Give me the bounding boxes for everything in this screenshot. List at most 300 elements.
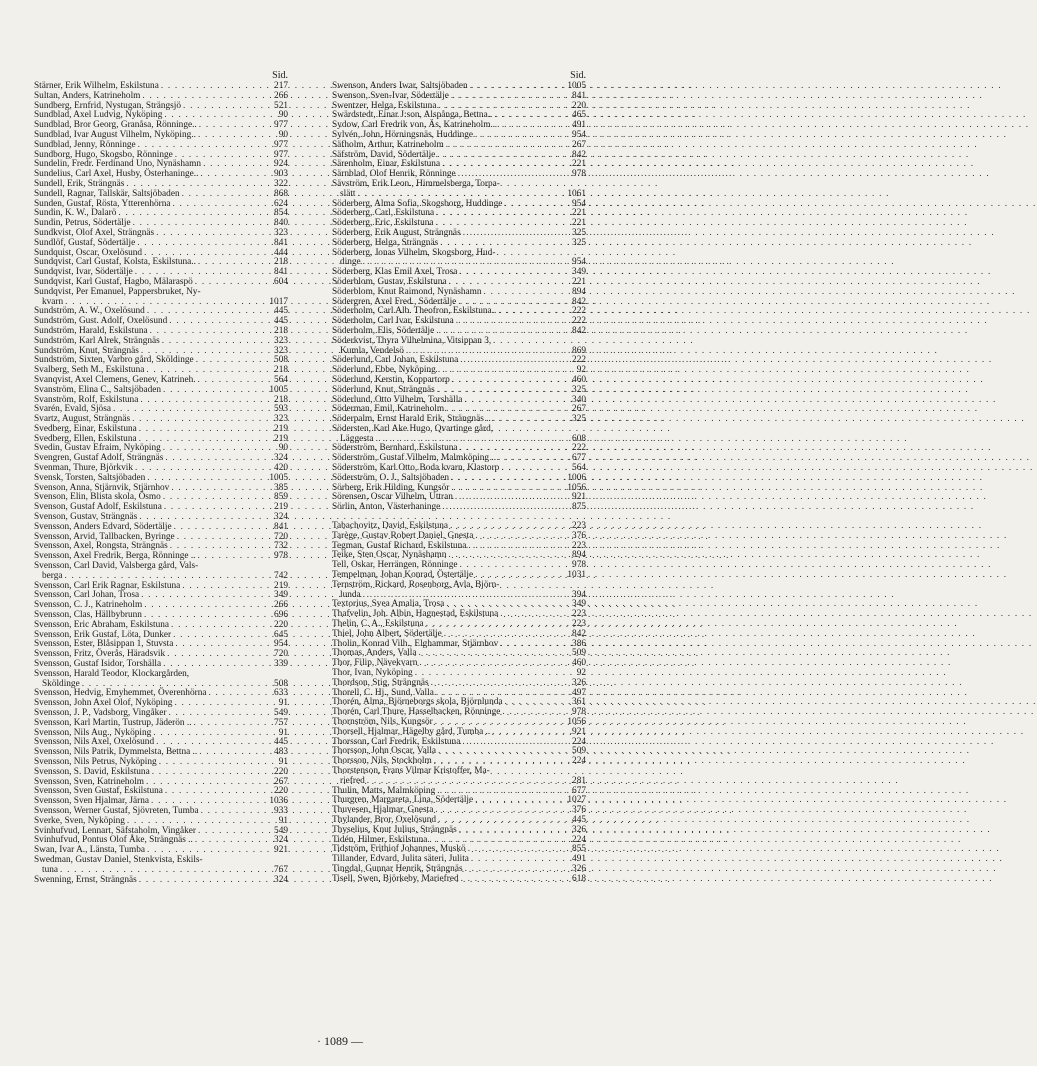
entry-name: Sylvén, John, Hörningsnäs, Huddinge [332, 129, 473, 140]
entry-page: 854 [274, 208, 288, 219]
index-entry [34, 670, 288, 690]
entry-name: Sunden, Gustaf, Rösta, Ytterenhörna [34, 198, 171, 209]
entry-name: Sundblad, Axel Ludvig, Nyköping [34, 110, 163, 121]
entry-name: Sörberg, Erik Hilding, Kungsör [332, 482, 450, 493]
right-column [332, 70, 586, 885]
entry-page: 323 [274, 414, 288, 425]
entry-page: 978 [572, 707, 586, 718]
entry-name: Söderström, Karl Otto, Boda kvarn, Klastorp [332, 463, 500, 474]
entry-name: Svensson, Carl David, Valsberga gård, Vals- [34, 561, 199, 572]
index-entry [34, 562, 288, 582]
entry-page: 324 [274, 835, 288, 846]
entry-page: 223 [572, 619, 586, 630]
entry-page: 324 [274, 512, 288, 523]
entry-page: 483 [274, 747, 288, 758]
entry-name: Sundqvist, Ivar, Södertälje [34, 267, 133, 278]
entry-page: 720 [274, 531, 288, 542]
entry-name: Tillander, Edvard, Julita säteri, Julita [332, 854, 469, 865]
entry-name: Swenson, Sven-Ivar, Södertälje [332, 90, 449, 101]
entry-page: 841 [274, 267, 288, 278]
entry-page: 325 [572, 414, 586, 425]
entry-page: 767 [274, 864, 288, 875]
entry-name: Svensson, Nils Axel, Oxelösund [34, 737, 155, 748]
entry-page: 604 [274, 276, 288, 287]
entry-page: 219 [274, 502, 288, 513]
entry-page: 91 [278, 815, 288, 826]
entry-name: Thor, Filip, Nävekvarn [332, 658, 418, 669]
entry-name: Sundkvist, Olof Axel, Strängnäs [34, 227, 155, 238]
entry-name: Sundin, Petrus, Södertälje [34, 218, 131, 229]
entry-page: 855 [572, 844, 586, 855]
entry-name: Svedberg, Ellen, Eskilstuna [34, 433, 137, 444]
entry-name: Söderblom, Knut Raimond, Nynäshamn [332, 286, 482, 297]
entry-name: Svensson, Clas, Hällbybrunn [34, 610, 142, 621]
entry-page: 394 [572, 589, 586, 600]
entry-name: Thorsson, John Oscar, Valla [332, 746, 437, 757]
entry-name: Sundström, Knut, Strängnäs [34, 345, 139, 356]
entry-page: 977 [274, 139, 288, 150]
entry-name: Söderberg, Eric, Eskilstuna [332, 218, 434, 229]
entry-name: Svenson, Gustav, Strängnäs [34, 512, 138, 523]
entry-page: 954 [572, 198, 586, 209]
entry-name: Söderlund, Ebbe, Nyköping [332, 365, 436, 376]
entry-name: Thulin, Matts, Malmköping [332, 785, 436, 796]
entry-page: 497 [572, 687, 586, 698]
entry-name: Söderholm, Elis, Södertälje [332, 325, 435, 336]
entry-page: 323 [274, 335, 288, 346]
entry-page: 1036 [269, 796, 288, 807]
entry-page: 1006 [567, 472, 586, 483]
entry-page: 978 [572, 560, 586, 571]
entry-page: 954 [572, 129, 586, 140]
entry-page: 221 [572, 276, 586, 287]
entry-name: Stärner, Erik Wilhelm, Eskilstuna [34, 81, 159, 91]
entry-name: Thomas, Anders, Valla [332, 648, 417, 659]
entry-page: 875 [572, 502, 586, 513]
entry-page: 954 [572, 257, 586, 268]
index-list-left [34, 82, 288, 885]
entry-page: 549 [274, 825, 288, 836]
entry-page: 696 [274, 610, 288, 621]
entry-name: Svensson, Sven Gustaf, Eskilstuna [34, 786, 163, 797]
entry-name: Thorsell, Hjalmar, Hägelby gård, Tumba .. [332, 726, 491, 737]
entry-name: Sundblad, Ivar August Vilhelm, Nyköping.. [34, 129, 196, 140]
entry-name: Söderlund, Kerstin, Koppartorp [332, 374, 450, 385]
entry-name: Thorsson, Nils, Stockholm [332, 756, 432, 767]
entry-name-continued: lunda [340, 589, 361, 600]
entry-page: 385 [274, 482, 288, 493]
entry-page: 91 [278, 698, 288, 709]
entry-name: Sundqvist, Per Emanuel, Pappersbruket, Ny- [34, 286, 201, 297]
entry-name: Sundström, Harald, Eskilstuna [34, 325, 148, 336]
entry-name: Swärdstedt, Einar J:son, Alspånga, Bettna.. [332, 110, 493, 121]
entry-page: 220 [274, 786, 288, 797]
entry-page: 720 [274, 649, 288, 660]
entry-name: Sävström, Erik Leon., Himmelsberga, Torpa- [332, 178, 500, 189]
entry-page: 841 [274, 521, 288, 532]
index-entry [332, 503, 586, 513]
leader-dots [139, 876, 262, 886]
entry-name: Thordson, Stig, Strängnäs [332, 677, 429, 688]
entry-page: 491 [572, 854, 586, 865]
entry-page: 223 [572, 609, 586, 620]
entry-page: 859 [274, 492, 288, 503]
entry-page: 220 [274, 619, 288, 630]
entry-name: Söderlund, Carl Johan, Eskilstuna [332, 355, 459, 366]
entry-page: 224 [572, 736, 586, 747]
entry-name: Tholin, Konrad Vilh., Elghammar, Stjärnhov [332, 638, 499, 649]
entry-page: 444 [274, 247, 288, 258]
entry-name: Thurgren, Margareta, Lina, Södertälje [332, 795, 474, 806]
entry-page: 349 [274, 590, 288, 601]
entry-page: 757 [274, 717, 288, 728]
entry-page: 445 [274, 306, 288, 317]
entry-page: 732 [274, 541, 288, 552]
entry-name: Svensson, J. P., Vadsborg, Vingåker [34, 708, 167, 718]
entry-name: Tidström, Frithiof Johannes, Muskö [332, 844, 466, 855]
entry-page: 921 [274, 845, 288, 856]
entry-name: Svenson, Elin, Blista skola, Ösmo [34, 492, 161, 503]
index-entry [332, 337, 586, 357]
entry-name: Svensson, Gustaf Isidor, Torshälla [34, 659, 162, 670]
entry-page: 1027 [567, 795, 586, 806]
entry-name: Svensson, Hedvig, Emyhemmet, Överenhörna [34, 688, 207, 699]
entry-name: Svensson, Erik Gustaf, Löta, Dunker [34, 629, 172, 640]
entry-name: Thorén, Carl Thure, Hasselbacken, Rönninge [332, 707, 501, 718]
page-ref-header: Sid. [570, 70, 586, 81]
entry-page: 445 [274, 316, 288, 327]
entry-name: Svedin, Gustav Efraim, Nyköping [34, 443, 161, 454]
entry-name: Svensson, John Axel Olof, Nyköping [34, 698, 173, 709]
entry-name: Tingdal, Gunnar Henrik, Strängnäs [332, 863, 463, 874]
entry-page: 92 [576, 668, 586, 679]
entry-page: 894 [572, 550, 586, 561]
entry-name: Svensson, Nils Petrus, Nyköping [34, 756, 157, 767]
entry-name: Swan, Ivar A., Länsta, Tumba [34, 845, 146, 856]
entry-name: Söderström, O. J., Saltsjöbaden [332, 472, 449, 483]
entry-name: Tabachovitz, David, Eskilstuna [332, 521, 449, 532]
page-ref-header: Sid. [272, 70, 288, 81]
entry-name: Södergren, Axel Fred., Södertälje [332, 296, 457, 307]
entry-page: 220 [274, 766, 288, 777]
entry-name: Svenman, Thure, Björkvik [34, 463, 133, 474]
entry-name-continued: tuna [42, 864, 59, 875]
entry-name: Ternström, Rickard, Rosenborg, Avla, Björn- [332, 579, 500, 590]
entry-page: 460 [572, 658, 586, 669]
entry-page: 219 [274, 423, 288, 434]
entry-page: 1005 [269, 384, 288, 395]
entry-name-continued: kvarn [42, 296, 64, 307]
entry-page: 894 [572, 286, 586, 297]
entry-page: 92 [576, 365, 586, 376]
entry-page: 921 [572, 492, 586, 503]
entry-name: Söderberg, Klas Emil Axel, Trosa [332, 267, 458, 278]
entry-page: 841 [572, 90, 586, 101]
entry-name: Svensson, Harald Teodor, Klockargården, [34, 668, 190, 679]
entry-page: 90 [278, 110, 288, 121]
entry-name: Sundelin, Fredr. Ferdinand Uno, Nynäshamn [34, 159, 202, 170]
entry-page: 339 [274, 659, 288, 670]
entry-name: Svensson, Fritz, Överås, Häradsvik [34, 649, 166, 660]
entry-name: Thorén, Alma, Björneborgs skola, Björnlunda [332, 697, 503, 708]
entry-name: Svensson, Ester, Blåsippan 1, Stuvsta [34, 639, 174, 650]
entry-name: Söderberg, Alma Sofia, Skogsborg, Huddinge [332, 198, 503, 209]
index-entry [332, 581, 586, 601]
entry-page: 445 [274, 737, 288, 748]
entry-name: Tell, Oskar, Herrängen, Rönninge [332, 560, 458, 571]
entry-name: Söderström, Gustaf Vilhelm, Malmköping .. [332, 453, 497, 464]
index-entry [332, 425, 586, 445]
entry-name: Thornström, Nils, Kungsör [332, 717, 433, 727]
entry-name: Särenholm, Einar, Eskilstuna [332, 159, 441, 170]
entry-page: 376 [572, 805, 586, 816]
entry-page: 509 [572, 746, 586, 757]
entry-page: 645 [274, 629, 288, 640]
entry-name: Söderlund, Knut, Strängnäs [332, 384, 435, 395]
entry-name: Tarège, Gustav Robert Daniel, Gnesta [332, 530, 474, 541]
entry-page: 349 [572, 267, 586, 278]
entry-page: 324 [274, 874, 288, 885]
entry-page: 842 [572, 296, 586, 307]
entry-page: 977 [274, 120, 288, 131]
entry-page: 376 [572, 530, 586, 541]
index-entry [34, 856, 288, 876]
entry-page: 325 [572, 384, 586, 395]
entry-name: Thylander, Bror, Oxelösund [332, 814, 437, 825]
entry-page: 326 [572, 677, 586, 688]
entry-page: 340 [572, 394, 586, 405]
entry-page: 677 [572, 785, 586, 796]
entry-name: Svengren, Gustaf Adolf, Strängnäs [34, 453, 164, 464]
entry-page: 1005 [269, 472, 288, 483]
entry-name: Thyselius, Knut Julius, Strängnäs [332, 824, 457, 835]
index-entry [34, 288, 288, 308]
entry-page: 933 [274, 805, 288, 816]
entry-page: 841 [274, 237, 288, 248]
entry-page: 219 [274, 580, 288, 591]
entry-name-continued: slätt [340, 188, 356, 199]
entry-name: Sundberg, Ernfrid, Nystugan, Strängsjö [34, 100, 182, 111]
entry-page: 842 [572, 325, 586, 336]
entry-name-continued: berga [42, 570, 63, 581]
entry-page: 608 [572, 433, 586, 444]
entry-page: 90 [278, 443, 288, 454]
entry-name: Söderpalm, Ernst Harald Erik, Strängnäs .. [332, 414, 491, 425]
entry-page: 324 [274, 453, 288, 464]
entry-page: 978 [274, 551, 288, 562]
entry-name: Thorell, C. Hj., Sund, Valla [332, 687, 434, 698]
entry-page: 323 [274, 345, 288, 356]
index-entry [332, 875, 586, 885]
entry-name: Swedman, Gustav Daniel, Stenkvista, Eskils- [34, 854, 203, 865]
entry-page: 266 [274, 600, 288, 611]
entry-page: 218 [274, 257, 288, 268]
entry-page: 1031 [567, 570, 586, 581]
entry-name: Sundqvist, Karl Gustaf, Hagbo, Mälaraspö [34, 276, 193, 287]
entry-page: 386 [572, 638, 586, 649]
entry-page: 222 [572, 355, 586, 366]
entry-name: Söderlund, Otto Vilhelm, Torshälla [332, 394, 463, 405]
entry-name: Svanström, Rolf, Eskilstuna [34, 394, 139, 405]
entry-page: 218 [274, 325, 288, 336]
entry-name: Söderberg, Erik August, Strängnäs [332, 227, 461, 238]
entry-page: 361 [572, 697, 586, 708]
entry-page: 633 [274, 688, 288, 699]
entry-page: 903 [274, 169, 288, 180]
entry-page: 91 [278, 756, 288, 767]
entry-name: Svensson, Eric Abraham, Eskilstuna [34, 619, 170, 630]
entry-name: Sundelius, Carl Axel, Husby, Österhaninge.. [34, 169, 199, 180]
entry-name: Teike, Sten Oscar, Nynäshamn [332, 550, 447, 561]
entry-page: 223 [572, 521, 586, 532]
entry-page: 618 [572, 873, 586, 884]
entry-name: Söderberg, Jonas Vilhelm, Skogsborg, Hud- [332, 247, 496, 258]
entry-name: Söderberg, Carl, Eskilstuna [332, 208, 435, 219]
entry-name: Svinhufvud, Lennart, Säfstaholm, Vingåker [34, 825, 196, 836]
entry-name: Svensson, Axel Fredrik, Berga, Rönninge .. [34, 551, 196, 562]
entry-page: 326 [572, 863, 586, 874]
entry-page: 267 [572, 139, 586, 150]
entry-name: Svensson, Sven, Katrineholm [34, 776, 145, 787]
entry-page: 491 [572, 120, 586, 131]
entry-name: Svensson, Werner Gustaf, Sjövreten, Tumba [34, 805, 199, 816]
entry-page: 224 [572, 756, 586, 767]
entry-page: 842 [572, 149, 586, 160]
entry-page: 954 [274, 639, 288, 650]
entry-page: 742 [274, 570, 288, 581]
entry-name: Sundquist, Oscar, Oxelösund [34, 247, 143, 258]
entry-name: Sundström, Sixten, Varbro gård, Sköldinge [34, 355, 194, 366]
entry-page: 325 [572, 227, 586, 238]
entry-page: 508 [274, 355, 288, 366]
entry-name: Svanström, Elina C., Saltsjöbaden [34, 384, 162, 395]
entry-name: Svinhufvud, Pontus Olof Åke, Strängnäs .. [34, 835, 193, 846]
entry-page: 1056 [567, 717, 586, 727]
entry-page: 420 [274, 463, 288, 474]
entry-name: Svensson, Carl Erik Ragnar, Eskilstuna [34, 580, 181, 591]
entry-name: Sundell, Erik, Strängnäs [34, 178, 125, 189]
entry-page: 921 [572, 726, 586, 737]
entry-name: Thorsson, Carl Fredrik, Eskilstuna [332, 736, 461, 747]
entry-name: Tidén, Hilmer, Eskilstuna [332, 834, 428, 845]
entry-page: 521 [274, 100, 288, 111]
entry-page: 842 [572, 628, 586, 639]
entry-name: Swenson, Anders Iwar, Saltsjöbaden [332, 81, 468, 91]
index-entry [332, 249, 586, 269]
entry-page: 267 [274, 776, 288, 787]
entry-name: Sundblad, Jenny, Rönninge [34, 139, 136, 150]
entry-page: 222 [572, 306, 586, 317]
entry-name: Textorius, Svea Amalia, Trosa [332, 599, 445, 610]
entry-page: 221 [572, 218, 586, 229]
entry-page: 223 [572, 540, 586, 551]
entry-page: 218 [274, 394, 288, 405]
entry-name: Svensson, S. David, Eskilstuna [34, 766, 150, 777]
entry-page: 90 [278, 129, 288, 140]
entry-name: Säfholm, Arthur, Katrineholm [332, 139, 444, 150]
entry-page: 868 [274, 188, 288, 199]
entry-name: Svensson, Nils Patrik, Dymmelsta, Bettna .. [34, 747, 198, 758]
entry-page: 217 [274, 81, 288, 91]
entry-name: Thorstenson, Frans Vilmar Kristoffer, Ma- [332, 765, 490, 776]
entry-page: 677 [572, 453, 586, 464]
entry-page: 218 [274, 365, 288, 376]
entry-page: 323 [274, 227, 288, 238]
entry-name: Svedberg, Einar, Eskilstuna [34, 423, 137, 434]
entry-name: Sundell, Ragnar, Tallskär, Saltsjöbaden [34, 188, 180, 199]
entry-name: Sverke, Sven, Nyköping [34, 815, 125, 826]
entry-page: 221 [572, 208, 586, 219]
entry-name: Thiel, John Albert, Södertälje [332, 628, 442, 639]
entry-name: Sydow, Carl Fredrik von, Äs, Katrineholm.. [332, 120, 496, 131]
entry-name: Tempelman, Johan Konrad, Östertälje [332, 570, 474, 581]
entry-name: Thafvelin, Joh. Albin, Hagnestad, Eskilstuna [332, 609, 499, 620]
entry-name: Thelin, C. A., Eskilstuna [332, 619, 424, 630]
entry-name: Södersten, Karl Ake Hugo, Qvartinge gård, [332, 423, 494, 434]
entry-name: Svalberg, Seth M., Eskilstuna [34, 365, 145, 376]
entry-page: 508 [274, 678, 288, 689]
entry-page: 840 [274, 218, 288, 229]
entry-name: Thor, Ivan, Nyköping [332, 668, 413, 679]
entry-page: 224 [572, 834, 586, 845]
entry-page: 977 [274, 149, 288, 160]
entry-name: Söderkvist, Thyra Vilhelmina, Vitsippan 3, [332, 335, 492, 346]
entry-page: 624 [274, 198, 288, 209]
entry-name: Thuvesen, Hjalmar, Gnesta [332, 805, 434, 816]
entry-page: 1005 [567, 81, 586, 91]
index-entry [34, 876, 288, 886]
entry-name: Sundborg, Hugo, Skogsbo, Rönninge [34, 149, 173, 160]
leader-dots [197, 552, 262, 562]
entry-name: Säfström, David, Södertälje [332, 149, 436, 160]
entry-name: Söderholm, Carl Ivar, Eskilstuna [332, 316, 454, 327]
entry-name: Sörlin, Anton, Västerhaninge [332, 502, 441, 513]
entry-name: Tisell, Swen, Björkeby, Mariefred [332, 873, 459, 884]
entry-page: 1017 [269, 296, 288, 307]
entry-name-continued: riefred [340, 775, 365, 786]
entry-page: 1056 [567, 482, 586, 493]
entry-name: Söderström, Bernhard, Eskilstuna [332, 443, 458, 454]
leader-dots [195, 278, 262, 288]
entry-page: 924 [274, 159, 288, 170]
index-list-right [332, 82, 586, 885]
page-number: · 1089 — [317, 1034, 363, 1048]
entry-name: Svensson, Nils Aug., Nyköping [34, 727, 152, 738]
index-entry [332, 767, 586, 787]
entry-page: 222 [572, 316, 586, 327]
entry-page: 564 [572, 463, 586, 474]
entry-page: 281 [572, 775, 586, 786]
entry-page: 325 [572, 237, 586, 248]
entry-page: 91 [278, 727, 288, 738]
entry-name: Swentzer, Helga, Eskilstuna [332, 100, 437, 111]
entry-name-continued: Sköldinge [42, 678, 80, 689]
entry-name: Svartz, August, Strängnäs [34, 414, 131, 425]
entry-name: Svenson, Gustaf Adolf, Eskilstuna [34, 502, 162, 513]
entry-name: Sundblad, Bror Georg, Granåsa, Rönninge.. [34, 120, 197, 131]
entry-name: Sundqvist, Carl Gustaf, Kolsta, Eskilstuna.. [34, 257, 196, 268]
entry-name: Tegman, Gustaf Richard, Eskilstuna [332, 540, 467, 551]
entry-page: 509 [572, 648, 586, 659]
entry-page: 326 [572, 824, 586, 835]
entry-page: 349 [572, 599, 586, 610]
entry-name: Sundin, K. W., Dalarö [34, 208, 117, 219]
entry-name-continued: Kumla, Vendelsö [340, 345, 404, 356]
entry-name: Sundlöf, Gustaf, Södertälje [34, 237, 136, 248]
entry-name: Sörensen, Oscar Vilhelm, Uttran [332, 492, 453, 503]
entry-name: Sundström, Karl Alrek, Strängnäs [34, 335, 160, 346]
left-column [34, 70, 288, 885]
